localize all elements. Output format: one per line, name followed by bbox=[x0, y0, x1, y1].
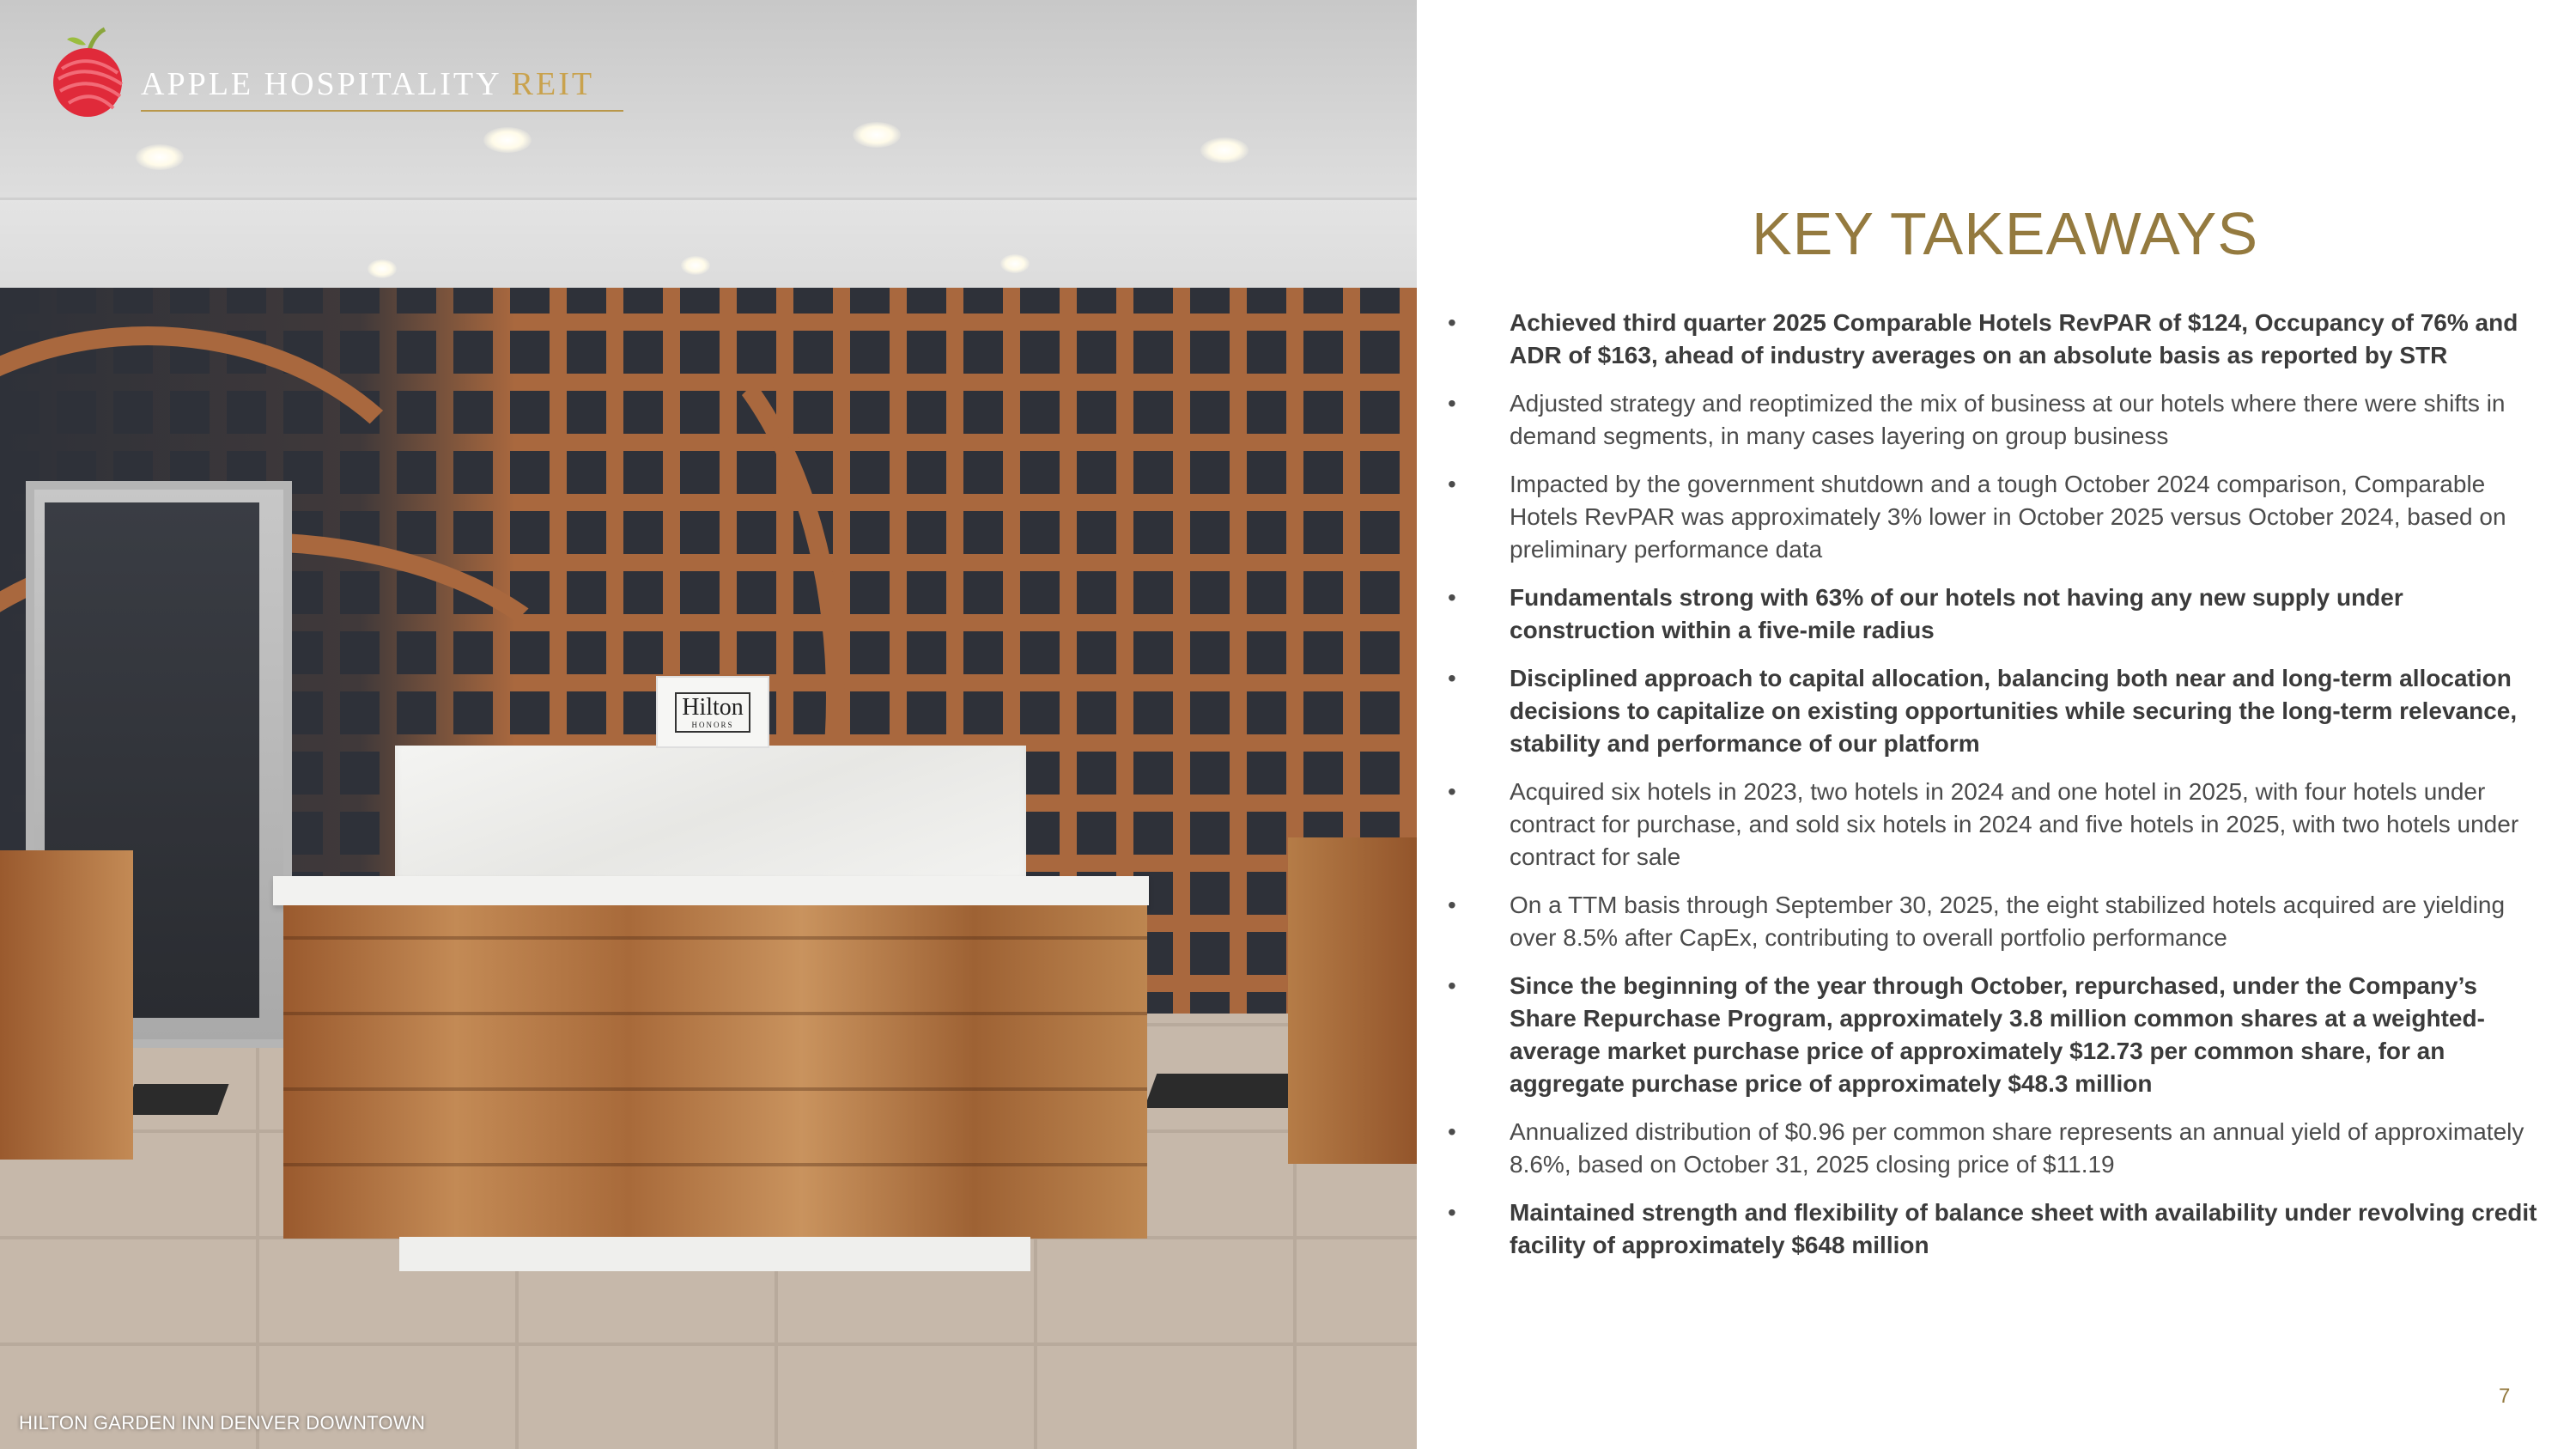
reception-desk-counter bbox=[273, 876, 1149, 905]
page-number: 7 bbox=[2499, 1385, 2511, 1408]
bullet-dot-icon: • bbox=[1448, 309, 1456, 336]
takeaway-item bbox=[1444, 1116, 2543, 1181]
floor-mat bbox=[123, 1084, 228, 1115]
takeaway-text: Achieved third quarter 2025 Comparable Hotels RevPAR of $124, Occupancy of 76% and ADR of $163, ahead of industry averages on an absolute basis as reported by STR bbox=[1510, 309, 2518, 368]
ceiling-light bbox=[483, 127, 532, 153]
takeaway-item bbox=[1444, 387, 2543, 453]
hilton-honors-sign bbox=[656, 676, 769, 748]
reception-desk-base bbox=[399, 1237, 1030, 1271]
takeaway-text: Fundamentals strong with 63% of our hotels not having any new supply under construction within a five-mile radius bbox=[1510, 584, 2403, 643]
bullet-dot-icon: • bbox=[1448, 1199, 1456, 1226]
side-desk bbox=[0, 850, 133, 1160]
takeaway-text: Acquired six hotels in 2023, two hotels in 2024 and one hotel in 2025, with four hotels under contract for purchase, and sold six hotels in 2024 and five hotels in 2025, with two hotels under contract for sale bbox=[1510, 778, 2519, 870]
takeaway-item bbox=[1444, 307, 2543, 372]
bullet-dot-icon: • bbox=[1448, 471, 1456, 497]
apple-hospitality-logo bbox=[45, 26, 594, 120]
ceiling-light bbox=[368, 259, 397, 278]
key-takeaways-list bbox=[1444, 307, 2543, 1277]
takeaway-item bbox=[1444, 581, 2543, 647]
reception-desk-top bbox=[395, 746, 1026, 887]
ceiling-light bbox=[681, 256, 710, 275]
bullet-dot-icon: • bbox=[1448, 1118, 1456, 1145]
side-desk bbox=[1288, 837, 1417, 1164]
bullet-dot-icon: • bbox=[1448, 390, 1456, 417]
ceiling-light bbox=[1200, 137, 1249, 163]
hilton-logo bbox=[675, 692, 750, 733]
takeaway-item bbox=[1444, 662, 2543, 760]
logo-wordmark-reit: REIT bbox=[511, 66, 595, 102]
takeaway-item bbox=[1444, 468, 2543, 566]
ceiling-light bbox=[853, 122, 901, 148]
takeaway-text: Annualized distribution of $0.96 per common share represents an annual yield of approximately 8.6%, based on October 31, 2025 closing price of $11.19 bbox=[1510, 1118, 2524, 1178]
ceiling-light bbox=[1000, 254, 1030, 273]
logo-underline bbox=[141, 110, 623, 112]
bullet-dot-icon: • bbox=[1448, 972, 1456, 999]
takeaway-text: Adjusted strategy and reoptimized the mix of business at our hotels where there were shifts in demand segments, in many cases layering on group business bbox=[1510, 390, 2506, 449]
takeaway-item bbox=[1444, 889, 2543, 954]
ceiling-light bbox=[136, 144, 184, 170]
bullet-dot-icon: • bbox=[1448, 665, 1456, 691]
hilton-wordmark: Hilton bbox=[682, 693, 744, 721]
takeaway-item bbox=[1444, 1196, 2543, 1262]
photo-caption: HILTON GARDEN INN DENVER DOWNTOWN bbox=[19, 1412, 426, 1434]
takeaway-item bbox=[1444, 776, 2543, 874]
takeaway-text: Since the beginning of the year through October, repurchased, under the Company’s Share Repurchase Program, approximately 3.8 million common shares at a weighted-average market purchase price of approximately $12.73 per common share, for an aggregate purchase price of approximately $48.3 million bbox=[1510, 972, 2485, 1097]
apple-icon bbox=[45, 26, 131, 120]
reception-desk-wood bbox=[283, 905, 1147, 1239]
takeaway-text: Disciplined approach to capital allocation, balancing both near and long-term allocation decisions to capitalize on existing opportunities while securing the long-term relevance, stability and performance of our platform bbox=[1510, 665, 2518, 757]
logo-wordmark bbox=[141, 65, 594, 103]
bullet-dot-icon: • bbox=[1448, 584, 1456, 611]
takeaway-item bbox=[1444, 970, 2543, 1100]
takeaway-text: On a TTM basis through September 30, 2025, the eight stabilized hotels acquired are yielding over 8.5% after CapEx, contributing to overall portfolio performance bbox=[1510, 892, 2506, 951]
takeaway-text: Impacted by the government shutdown and a tough October 2024 comparison, Comparable Hotels RevPAR was approximately 3% lower in October 2025 versus October 2024, based on preliminary performance data bbox=[1510, 471, 2506, 563]
bullet-dot-icon: • bbox=[1448, 892, 1456, 918]
logo-wordmark-main: APPLE HOSPITALITY bbox=[141, 66, 512, 102]
takeaway-text: Maintained strength and flexibility of balance sheet with availability under revolving credit facility of approximately $648 million bbox=[1510, 1199, 2537, 1258]
honors-wordmark: HONORS bbox=[691, 720, 734, 729]
bullet-dot-icon: • bbox=[1448, 778, 1456, 805]
page-title: KEY TAKEAWAYS bbox=[1751, 200, 2259, 267]
